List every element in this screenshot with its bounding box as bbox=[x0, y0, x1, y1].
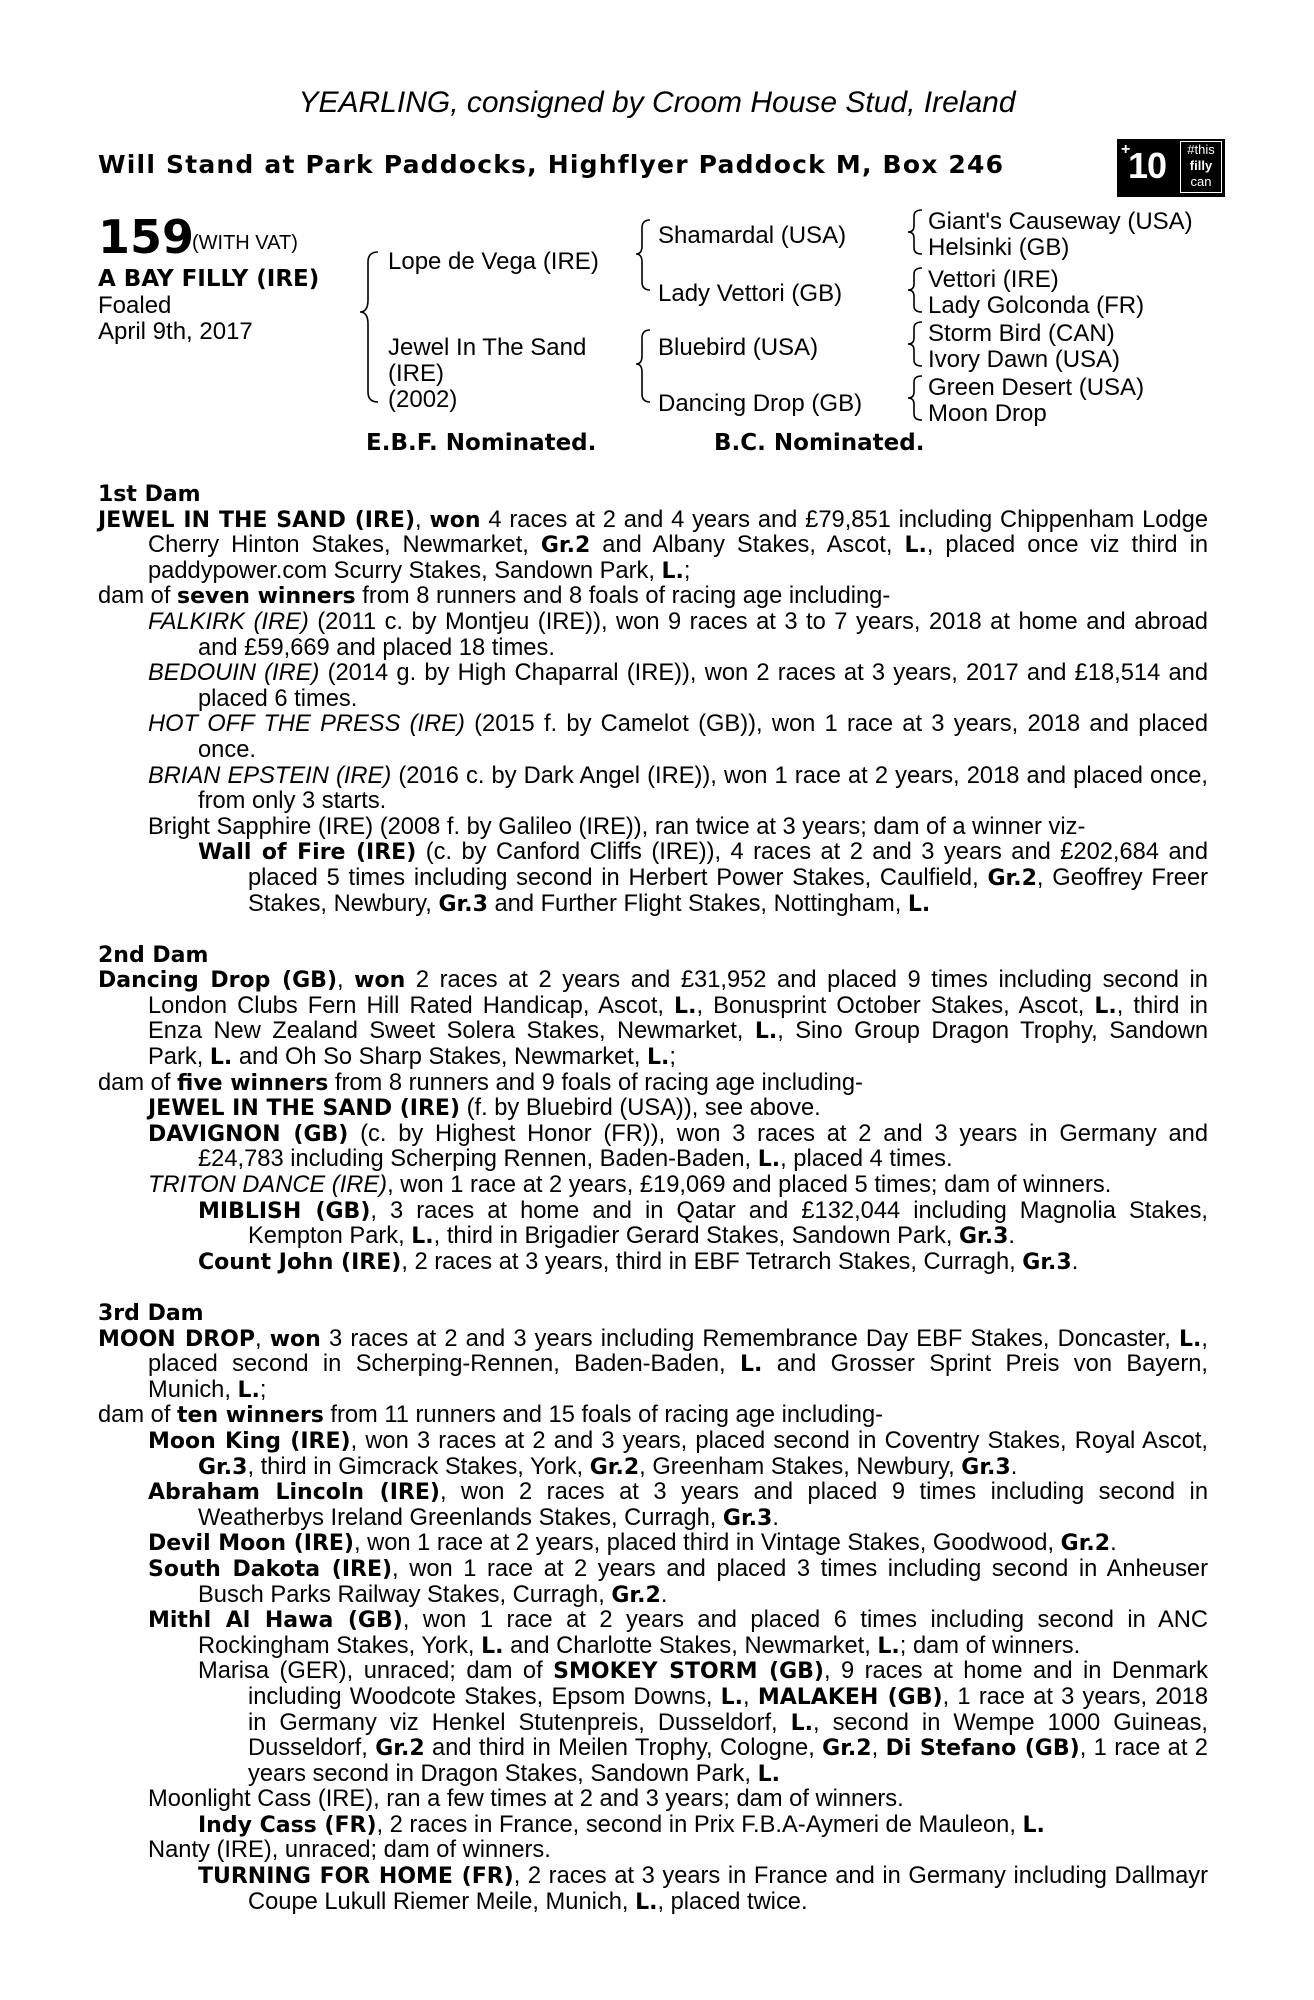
pedigree-dss: Storm Bird (CAN) bbox=[928, 320, 1115, 347]
listed: L. bbox=[740, 1352, 763, 1378]
produce-miblish bbox=[98, 1199, 1208, 1250]
brace-dam bbox=[636, 330, 650, 402]
horse-name: Indy Cass (FR) bbox=[198, 1812, 377, 1838]
pedigree-ddd: Moon Drop bbox=[928, 400, 1047, 427]
logo-tag-line-1: #this bbox=[1187, 142, 1215, 157]
grade: Gr.3 bbox=[958, 1224, 1009, 1250]
winners-count: seven winners bbox=[177, 584, 356, 610]
won-label: won bbox=[269, 1326, 321, 1352]
horse-name: Mithl Al Hawa (GB) bbox=[148, 1608, 403, 1634]
vat-note: (WITH VAT) bbox=[192, 232, 298, 254]
won-label: won bbox=[429, 507, 481, 533]
text: 3 races at 2 and 3 years including Remembrance Day EBF Stakes, Doncaster, bbox=[320, 1325, 1179, 1352]
horse-name: Abraham Lincoln (IRE) bbox=[148, 1480, 440, 1506]
logo-number: 10 bbox=[1128, 145, 1167, 186]
horse-name: South Dakota (IRE) bbox=[148, 1556, 393, 1582]
text: (2014 g. by High Chaparral (IRE)), won 2 races at 3 years, 2017 and £18,514 and placed 6 times. bbox=[198, 660, 1208, 712]
produce-falkirk bbox=[98, 610, 1208, 661]
grade: Gr.2 bbox=[987, 865, 1037, 891]
grade: Gr.2 bbox=[611, 1582, 661, 1608]
pedigree-sire: Lope de Vega (IRE) bbox=[388, 248, 599, 275]
pedigree-dam-line2: (IRE) bbox=[388, 360, 444, 387]
text: ; bbox=[683, 557, 691, 584]
produce-mithl-al-hawa bbox=[98, 1608, 1208, 1659]
listed: L. bbox=[411, 1224, 434, 1250]
text: Marisa (GER), unraced; dam of bbox=[198, 1658, 554, 1685]
grade: Gr.3 bbox=[961, 1454, 1011, 1480]
produce-hot-off-the-press bbox=[98, 712, 1208, 763]
grade: Gr.3 bbox=[438, 891, 488, 917]
listed: L. bbox=[754, 1019, 778, 1045]
pedigree-dam-line1: Jewel In The Sand bbox=[388, 334, 587, 361]
listed: L. bbox=[907, 891, 931, 917]
text: (c. by Canford Cliffs (IRE)), 4 races at 2 and 3 years and £202,684 and placed 5 times including second in Herbert Power Stakes, Caulfield, bbox=[248, 839, 1208, 891]
horse-name: MALAKEH (GB) bbox=[757, 1684, 943, 1710]
listed: L. bbox=[209, 1045, 233, 1071]
pedigree-ssd: Helsinki (GB) bbox=[928, 234, 1070, 261]
listed: L. bbox=[237, 1377, 260, 1403]
text: , bbox=[871, 1735, 886, 1762]
text: from 8 runners and 9 foals of racing age including- bbox=[328, 1069, 863, 1096]
grade: Gr.3 bbox=[198, 1454, 248, 1480]
listed: L. bbox=[635, 1889, 658, 1915]
horse-name: Moon King (IRE) bbox=[148, 1428, 351, 1454]
listed: L. bbox=[877, 1633, 900, 1659]
text: , third in Enza New Zealand Sweet Solera Stakes, Newmarket, bbox=[148, 992, 1208, 1045]
produce-brian-epstein bbox=[98, 764, 1208, 815]
text: , 2 races at 3 years in France and in Germany including Dallmayr Coupe Lukull Riemer Meile, Munich, bbox=[248, 1863, 1208, 1915]
grade: Gr.2 bbox=[540, 533, 591, 559]
text: and third in Meilen Trophy, Cologne, bbox=[424, 1735, 823, 1762]
text: from 11 runners and 15 foals of racing age including- bbox=[323, 1402, 884, 1429]
horse-name: TURNING FOR HOME (FR) bbox=[198, 1864, 514, 1890]
lot-number: 159 bbox=[98, 210, 195, 264]
text: (f. by Bluebird (USA)), see above. bbox=[460, 1095, 821, 1122]
text: , placed once viz third in paddypower.com Scurry Stakes, Sandown Park, bbox=[148, 532, 1209, 584]
produce-bright-sapphire: Bright Sapphire (IRE) (2008 f. by Galileo (IRE)), ran twice at 3 years; dam of a winner viz- bbox=[148, 813, 1086, 840]
text: 2 races at 2 years and £31,952 and placed 9 times including second in London Clubs Fern Hill Rated Handicap, Ascot, bbox=[148, 967, 1208, 1019]
horse-name: BEDOUIN (IRE) bbox=[148, 660, 320, 687]
lot-description: A BAY FILLY (IRE) bbox=[98, 266, 320, 292]
produce-nanty: Nanty (IRE), unraced; dam of winners. bbox=[148, 1837, 551, 1864]
won-label: won bbox=[354, 968, 406, 994]
text: , won 3 races at 2 and 3 years, placed second in Coventry Stakes, Royal Ascot, bbox=[350, 1427, 1208, 1454]
listed: L. bbox=[757, 1147, 781, 1173]
text: dam of bbox=[98, 1069, 177, 1096]
brace-dd bbox=[908, 376, 922, 420]
stand-location: Will Stand at Park Paddocks, Highflyer Paddock M, Box 246 bbox=[98, 150, 1005, 179]
bc-nominated: B.C. Nominated. bbox=[714, 430, 925, 456]
text: and Oh So Sharp Stakes, Newmarket, bbox=[232, 1044, 647, 1071]
text: (2015 f. by Camelot (GB)), won 1 race at 3 years, 2018 and placed once. bbox=[198, 711, 1209, 763]
brace-ss bbox=[908, 210, 922, 254]
second-dam-heading: 2nd Dam bbox=[98, 942, 209, 968]
text: , 1 race at 2 years second in Dragon Stakes, Sandown Park, bbox=[248, 1735, 1208, 1787]
produce-davignon bbox=[98, 1122, 1208, 1173]
horse-name: Di Stefano (GB) bbox=[885, 1736, 1080, 1762]
grade: Gr.3 bbox=[722, 1505, 773, 1531]
produce-abraham-lincoln bbox=[98, 1480, 1208, 1531]
horse-name: HOT OFF THE PRESS (IRE) bbox=[148, 711, 465, 738]
catalogue-body bbox=[98, 482, 1208, 1915]
first-dam-heading: 1st Dam bbox=[98, 482, 201, 507]
pedigree-dam-line3: (2002) bbox=[388, 386, 458, 413]
text: , placed twice. bbox=[657, 1888, 808, 1915]
text: , won 1 race at 2 years, £19,069 and placed 5 times; dam of winners. bbox=[387, 1172, 1112, 1199]
foaled-label: Foaled bbox=[98, 292, 172, 319]
horse-name: BRIAN EPSTEIN (IRE) bbox=[148, 762, 392, 789]
listed: L. bbox=[720, 1684, 744, 1710]
text: dam of bbox=[98, 1402, 177, 1429]
produce-moonlight-cass: Moonlight Cass (IRE), ran a few times at 2 and 3 years; dam of winners. bbox=[148, 1786, 904, 1813]
horse-name: Wall of Fire (IRE) bbox=[198, 840, 417, 866]
listed: L. bbox=[1179, 1326, 1202, 1352]
text: and Further Flight Stakes, Nottingham, bbox=[487, 890, 908, 917]
grade: Gr.3 bbox=[1022, 1249, 1072, 1275]
ebf-nominated: E.B.F. Nominated. bbox=[366, 430, 597, 456]
listed: L. bbox=[481, 1633, 504, 1659]
grade: Gr.2 bbox=[375, 1736, 425, 1762]
text: , Bonusprint October Stakes, Ascot, bbox=[696, 992, 1095, 1019]
third-dam-name: MOON DROP bbox=[98, 1326, 255, 1352]
pedigree-sds: Vettori (IRE) bbox=[928, 266, 1059, 293]
brace-main bbox=[360, 252, 378, 402]
horse-name: JEWEL IN THE SAND (IRE) bbox=[148, 1096, 461, 1122]
second-dam-record: Dancing Drop (GB), won 2 races at 2 years and £31,952 and placed 9 times including second in London Clubs Fern Hill Rated Handicap, Ascot, L., Bonusprint October Stakes, Ascot, L., third in Enza New Zealand Sweet Solera Stakes, Newmarket, L., Sino Group Dragon Trophy, Sandown Park, L. and Oh So Sharp Stakes, Newmarket, L.; bbox=[98, 967, 1208, 1071]
brace-sire bbox=[636, 220, 650, 290]
produce-south-dakota bbox=[98, 1557, 1208, 1608]
text: . bbox=[1008, 1223, 1016, 1250]
grade: Gr.2 bbox=[822, 1736, 872, 1762]
text: . bbox=[1010, 1453, 1018, 1480]
first-dam-name: JEWEL IN THE SAND (IRE) bbox=[98, 507, 416, 533]
text: from 8 runners and 8 foals of racing age including- bbox=[355, 583, 891, 610]
produce-moon-king bbox=[98, 1429, 1208, 1480]
text: , Geoffrey Freer Stakes, Newbury, bbox=[248, 864, 1209, 917]
listed: L. bbox=[661, 558, 684, 584]
winners-count: five winners bbox=[177, 1070, 329, 1096]
produce-turning-for-home bbox=[98, 1864, 1208, 1915]
horse-name: DAVIGNON (GB) bbox=[148, 1121, 349, 1147]
produce-wall-of-fire bbox=[98, 840, 1208, 917]
horse-name: FALKIRK (IRE) bbox=[148, 608, 309, 635]
horse-name: Devil Moon (IRE) bbox=[148, 1531, 354, 1557]
text: , won 2 races at 3 years and placed 9 times including second in Weatherbys Ireland Greenlands Stakes, Curragh, bbox=[198, 1479, 1208, 1531]
produce-marisa bbox=[98, 1659, 1208, 1787]
text: , third in Gimcrack Stakes, York, bbox=[247, 1453, 590, 1480]
text: and Charlotte Stakes, Newmarket, bbox=[503, 1632, 878, 1659]
produce-indy-cass bbox=[98, 1813, 1208, 1839]
horse-name: Count John (IRE) bbox=[198, 1249, 402, 1275]
listed: L. bbox=[1022, 1812, 1045, 1838]
winners-count: ten winners bbox=[177, 1403, 324, 1429]
produce-count-john bbox=[98, 1250, 1208, 1276]
text: , won 1 race at 2 years and placed 3 times including second in Anheuser Busch Parks Railway Stakes, Curragh, bbox=[198, 1555, 1208, 1608]
text: ; dam of winners. bbox=[899, 1632, 1081, 1659]
pedigree-sire-dam: Lady Vettori (GB) bbox=[658, 280, 843, 307]
second-dam-name: Dancing Drop (GB) bbox=[98, 968, 337, 994]
text: , 9 races at home and in Denmark including Woodcote Stakes, Epsom Downs, bbox=[248, 1658, 1208, 1710]
text: , placed 4 times. bbox=[780, 1146, 953, 1173]
text: , 2 races in France, second in Prix F.B.A-Aymeri de Mauleon, bbox=[376, 1811, 1023, 1838]
listed: L. bbox=[647, 1045, 670, 1071]
text: , 3 races at home and in Qatar and £132,044 including Magnolia Stakes, Kempton Park, bbox=[248, 1197, 1208, 1250]
text: 4 races at 2 and 4 years and £79,851 including Chippenham Lodge Cherry Hinton Stakes, Newmarket, bbox=[148, 506, 1208, 559]
listed: L. bbox=[1094, 993, 1117, 1019]
pedigree-dds: Green Desert (USA) bbox=[928, 374, 1145, 401]
third-dam-produce-summary bbox=[98, 1403, 1208, 1429]
grade: Gr.2 bbox=[1060, 1531, 1111, 1557]
listed: L. bbox=[674, 993, 697, 1019]
text: , 1 race at 3 years, 2018 in Germany viz Henkel Stutenpreis, Dusseldorf, bbox=[248, 1683, 1208, 1736]
pedigree-dam-dam: Dancing Drop (GB) bbox=[658, 390, 863, 417]
text: , placed second in Scherping-Rennen, Baden-Baden, bbox=[148, 1325, 1208, 1378]
first-dam-record: JEWEL IN THE SAND (IRE), won 4 races at 2 and 4 years and £79,851 including Chippenham Lodge Cherry Hinton Stakes, Newmarket, Gr.2 and Albany Stakes, Ascot, L., placed once viz third in paddypower.com Scurry Stakes, Sandown Park, L.; bbox=[98, 506, 1209, 584]
text: , won 1 race at 2 years and placed 6 times including second in ANC Rockingham Stakes, York, bbox=[198, 1607, 1208, 1659]
text: . bbox=[1071, 1248, 1079, 1275]
third-dam-heading: 3rd Dam bbox=[98, 1301, 204, 1326]
text: (2016 c. by Dark Angel (IRE)), won 1 race at 2 years, 2018 and placed once, from only 3 starts. bbox=[198, 762, 1208, 815]
text: . bbox=[1110, 1530, 1117, 1557]
text: ; bbox=[669, 1044, 676, 1071]
text: , won 1 race at 2 years, placed third in Vintage Stakes, Goodwood, bbox=[353, 1530, 1061, 1557]
text: , Greenham Stakes, Newbury, bbox=[639, 1453, 962, 1480]
text: and Albany Stakes, Ascot, bbox=[590, 532, 905, 559]
produce-devil-moon bbox=[98, 1531, 1208, 1557]
logo-tag-line-3: can bbox=[1190, 174, 1212, 189]
foaled-date: April 9th, 2017 bbox=[98, 318, 253, 345]
logo-plus: + bbox=[1121, 141, 1131, 158]
produce-triton-dance bbox=[98, 1173, 1208, 1199]
third-dam-record: MOON DROP, won 3 races at 2 and 3 years including Remembrance Day EBF Stakes, Doncaster, L., placed second in Scherping-Rennen, Baden-Baden, L. and Grosser Sprint Preis von Bayern, Munich, L.; bbox=[98, 1325, 1208, 1403]
brace-ds bbox=[908, 322, 922, 366]
logo-tag-line-2: filly bbox=[1189, 158, 1213, 173]
text: (c. by Highest Honor (FR)), won 3 races at 2 and 3 years in Germany and £24,783 including Scherping Rennen, Baden-Baden, bbox=[198, 1120, 1209, 1173]
listed: L. bbox=[757, 1761, 780, 1787]
pedigree-dam-sire: Bluebird (USA) bbox=[658, 334, 819, 361]
brace-sd bbox=[908, 268, 922, 312]
text: , Sino Group Dragon Trophy, Sandown Park, bbox=[148, 1018, 1208, 1071]
horse-name: MIBLISH (GB) bbox=[198, 1198, 371, 1224]
produce-jewel-in-the-sand bbox=[98, 1096, 1208, 1122]
text: , 2 races at 3 years, third in EBF Tetrarch Stakes, Curragh, bbox=[401, 1248, 1023, 1275]
text: . bbox=[772, 1504, 779, 1531]
pedigree-dsd: Ivory Dawn (USA) bbox=[928, 346, 1121, 373]
listed: L. bbox=[904, 533, 927, 559]
text: (2011 c. by Montjeu (IRE)), won 9 races at 3 to 7 years, 2018 at home and abroad and £59,669 and placed 18 times. bbox=[198, 608, 1208, 661]
first-dam-produce-summary bbox=[98, 584, 1208, 610]
second-dam-produce-summary bbox=[98, 1071, 1208, 1097]
text: . bbox=[660, 1581, 668, 1608]
pedigree-sire-sire: Shamardal (USA) bbox=[658, 222, 847, 249]
text: , third in Brigadier Gerard Stakes, Sandown Park, bbox=[433, 1223, 959, 1250]
text: , bbox=[743, 1683, 758, 1710]
horse-name: SMOKEY STORM (GB) bbox=[553, 1659, 824, 1685]
pedigree-sss: Giant's Causeway (USA) bbox=[928, 208, 1193, 235]
produce-bedouin bbox=[98, 661, 1208, 712]
text: , second in Wempe 1000 Guineas, Dusseldorf, bbox=[248, 1709, 1208, 1762]
text: dam of bbox=[98, 583, 177, 610]
text: and Grosser Sprint Preis von Bayern, Munich, bbox=[148, 1351, 1208, 1403]
pedigree-sdd: Lady Golconda (FR) bbox=[928, 292, 1145, 319]
grade: Gr.2 bbox=[589, 1454, 640, 1480]
catalogue-header: YEARLING, consigned by Croom House Stud, Ireland bbox=[298, 86, 1016, 119]
horse-name: TRITON DANCE (IRE) bbox=[148, 1172, 388, 1199]
text: ; bbox=[259, 1376, 267, 1403]
listed: L. bbox=[790, 1710, 814, 1736]
